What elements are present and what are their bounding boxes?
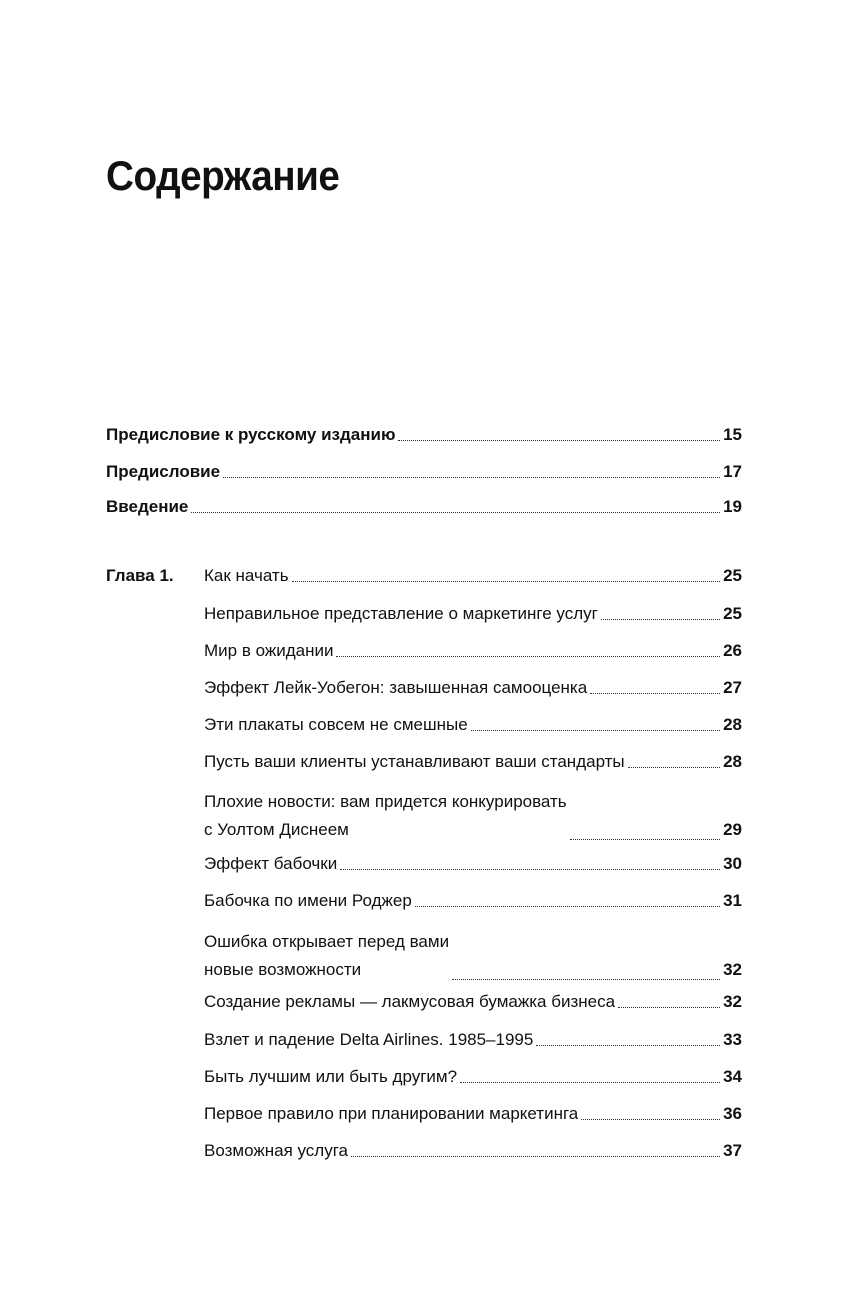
toc-entry-section[interactable] [204, 1141, 742, 1161]
toc-entry-text: Возможная услуга [204, 1141, 349, 1160]
dot-leader [581, 1118, 720, 1120]
toc-page-number: 34 [723, 1067, 742, 1086]
toc-page-number: 33 [723, 1030, 742, 1049]
toc-entry-section[interactable] [204, 752, 742, 772]
toc-entry-text-line2: новые возможности [204, 960, 362, 979]
toc-entry-section[interactable] [204, 641, 742, 661]
toc-page-number: 29 [723, 820, 742, 839]
toc-entry-text [204, 928, 449, 984]
dot-leader [223, 476, 720, 478]
dot-leader [471, 729, 720, 731]
dot-leader [452, 978, 720, 980]
toc-entry-section[interactable] [204, 604, 742, 624]
toc-page-number: 25 [723, 566, 742, 585]
dot-leader [628, 766, 720, 768]
toc-entry-text: Как начать [204, 566, 289, 585]
toc-entry-chapter-title[interactable] [204, 566, 742, 586]
toc-entry-text [204, 788, 567, 844]
toc-entry-section[interactable] [204, 715, 742, 735]
dot-leader [570, 838, 720, 840]
dot-leader [340, 868, 720, 870]
toc-entry-text-line1: Ошибка открывает перед вами [204, 932, 450, 951]
dot-leader [292, 580, 720, 582]
dot-leader [336, 655, 720, 657]
dot-leader [398, 439, 720, 441]
toc-page-number: 36 [723, 1104, 742, 1123]
toc-entry-foreword[interactable] [106, 462, 742, 482]
toc-entry-introduction[interactable] [106, 497, 742, 517]
page-title: Содержание [106, 152, 340, 199]
toc-entry-text: Введение [106, 497, 189, 516]
toc-page-number: 32 [723, 992, 742, 1011]
dot-leader [415, 905, 720, 907]
chapter-label: Глава 1. [106, 566, 174, 585]
toc-entry-text-line2: с Уолтом Диснеем [204, 820, 349, 839]
toc-entry-section[interactable] [204, 1104, 742, 1124]
toc-page-number: 37 [723, 1141, 742, 1160]
dot-leader [351, 1155, 720, 1157]
toc-entry-text: Эффект Лейк-Уобегон: завышенная самооценка [204, 678, 588, 697]
toc-entry-text: Создание рекламы — лакмусовая бумажка бизнеса [204, 992, 616, 1011]
toc-page-number: 28 [723, 752, 742, 771]
toc-entry-section[interactable] [204, 788, 742, 844]
toc-entry-section[interactable] [204, 992, 742, 1012]
toc-entry-section[interactable] [204, 678, 742, 698]
toc-entry-text: Пусть ваши клиенты устанавливают ваши стандарты [204, 752, 625, 771]
toc-entry-text: Эти плакаты совсем не смешные [204, 715, 468, 734]
dot-leader [191, 511, 720, 513]
toc-page-number: 19 [723, 497, 742, 516]
toc-entry-text: Бабочка по имени Роджер [204, 891, 412, 910]
toc-page-number: 28 [723, 715, 742, 734]
toc-page-number: 27 [723, 678, 742, 697]
toc-entry-text: Эффект бабочки [204, 854, 338, 873]
dot-leader [536, 1044, 720, 1046]
dot-leader [590, 692, 720, 694]
toc-entry-section[interactable] [204, 1030, 742, 1050]
toc-page-number: 32 [723, 960, 742, 979]
toc-entry-text: Предисловие [106, 462, 221, 481]
toc-entry-section[interactable] [204, 928, 742, 984]
dot-leader [618, 1006, 720, 1008]
toc-entry-foreword-russian[interactable] [106, 425, 742, 445]
toc-entry-section[interactable] [204, 854, 742, 874]
toc-entry-section[interactable] [204, 1067, 742, 1087]
toc-page-number: 15 [723, 425, 742, 444]
toc-entry-text: Первое правило при планировании маркетинга [204, 1104, 579, 1123]
toc-entry-text: Предисловие к русскому изданию [106, 425, 396, 444]
dot-leader [460, 1081, 720, 1083]
toc-page-number: 26 [723, 641, 742, 660]
toc-entry-text: Неправильное представление о маркетинге услуг [204, 604, 598, 623]
toc-page-number: 25 [723, 604, 742, 623]
toc-page-number: 30 [723, 854, 742, 873]
toc-entry-text: Быть лучшим или быть другим? [204, 1067, 458, 1086]
dot-leader [601, 618, 720, 620]
toc-entry-section[interactable] [204, 891, 742, 911]
toc-entry-text: Мир в ожидании [204, 641, 334, 660]
toc-entry-text: Взлет и падение Delta Airlines. 1985–1995 [204, 1030, 534, 1049]
toc-page-number: 17 [723, 462, 742, 481]
toc-page-number: 31 [723, 891, 742, 910]
toc-entry-text-line1: Плохие новости: вам придется конкурировать [204, 792, 567, 811]
